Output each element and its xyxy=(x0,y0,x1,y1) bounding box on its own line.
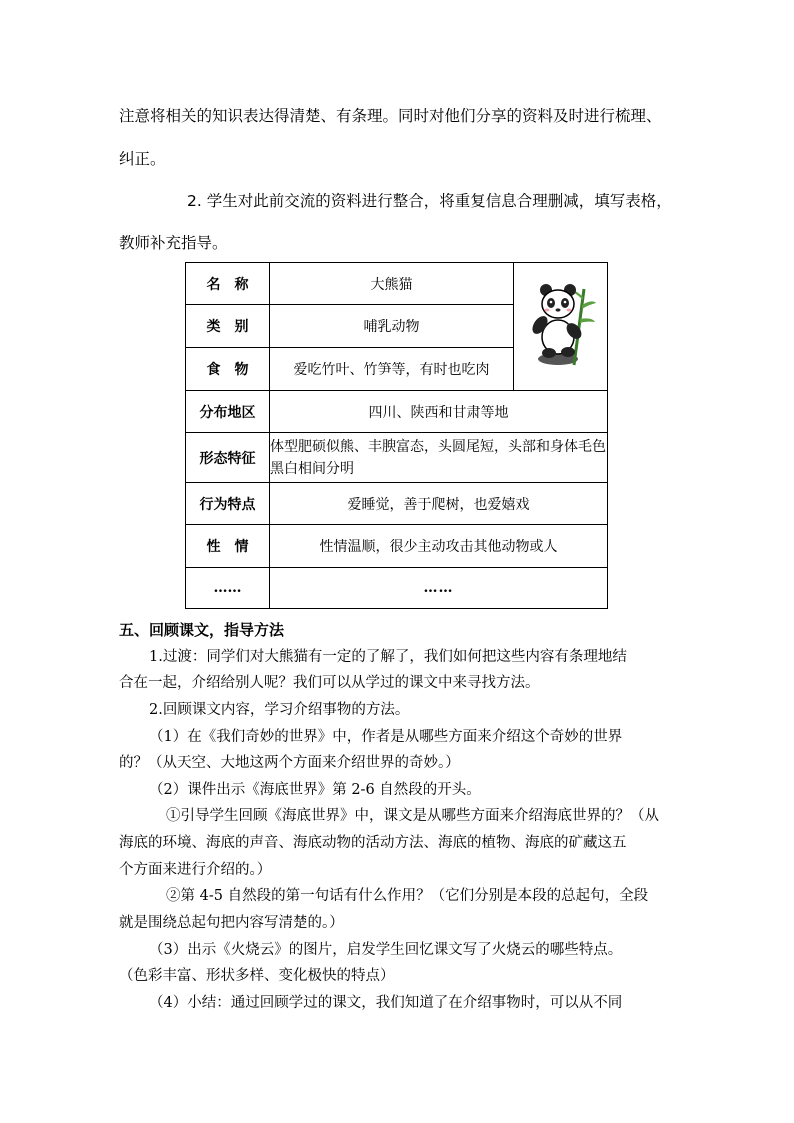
row-label: 行为特点 xyxy=(186,483,270,525)
row-value: 四川、陕西和甘肃等地 xyxy=(270,391,608,433)
table-row xyxy=(186,525,608,568)
row-value: 爱睡觉，善于爬树，也爱嬉戏 xyxy=(270,483,608,525)
paragraph-line: （3）出示《火烧云》的图片，启发学生回忆课文写了火烧云的哪些特点。 xyxy=(149,942,623,958)
table-row xyxy=(186,433,608,483)
row-value: 爱吃竹叶、竹笋等，有时也吃肉 xyxy=(270,348,514,391)
table-row xyxy=(186,483,608,525)
paragraph-line: （4）小结：通过回顾学过的课文，我们知道了在介绍事物时，可以从不同 xyxy=(149,995,623,1011)
row-label: 性 情 xyxy=(186,525,270,568)
paragraph-line: 注意将相关的知识表达得清楚、有条理。同时对他们分享的资料及时进行梳理、 xyxy=(119,107,662,125)
paragraph-line: 2. 学生对此前交流的资料进行整合，将重复信息合理删减，填写表格， xyxy=(187,192,672,210)
paragraph-line: ①引导学生回顾《海底世界》中，课文是从哪些方面来介绍海底世界的？（从 xyxy=(166,808,659,824)
row-value: 哺乳动物 xyxy=(270,305,514,348)
paragraph-line: 教师补充指导。 xyxy=(119,234,228,252)
paragraph-line: 合在一起，介绍给别人呢？我们可以从学过的课文中来寻找方法。 xyxy=(119,675,540,691)
table-row xyxy=(186,391,608,433)
row-label: 食 物 xyxy=(186,348,270,391)
paragraph-line: 就是围绕总起句把内容写清楚的。） xyxy=(119,915,344,931)
panda-icon xyxy=(522,279,600,371)
row-value: 体型肥硕似熊、丰腴富态，头圆尾短，头部和身体毛色黑白相间分明 xyxy=(270,433,608,483)
paragraph-line: 个方面来进行介绍的。） xyxy=(119,862,272,878)
paragraph-line: 纠正。 xyxy=(119,150,166,168)
row-label: 分布地区 xyxy=(186,391,270,433)
paragraph-line: 1.过渡：同学们对大熊猫有一定的了解了，我们如何把这些内容有条理地结 xyxy=(149,649,627,665)
row-label: 名 称 xyxy=(186,263,270,305)
row-label: …… xyxy=(186,568,270,609)
row-label: 形态特征 xyxy=(186,433,270,483)
paragraph-line: ②第 4-5 自然段的第一句话有什么作用？（它们分别是本段的总起句，全段 xyxy=(166,888,649,904)
paragraph-line: 的？（从天空、大地这两个方面来介绍世界的奇妙。） xyxy=(119,755,460,771)
panda-image-cell xyxy=(514,263,608,391)
row-value: …… xyxy=(270,568,608,609)
paragraph-line: （2）课件出示《海底世界》第 2-6 自然段的开头。 xyxy=(149,782,481,798)
section-heading: 五、回顾课文，指导方法 xyxy=(119,621,285,639)
paragraph-line: 2.回顾课文内容，学习介绍事物的方法。 xyxy=(149,702,410,718)
row-label: 类 别 xyxy=(186,305,270,348)
panda-info-table xyxy=(185,262,608,609)
paragraph-line: （1）在《我们奇妙的世界》中，作者是从哪些方面来介绍这个奇妙的世界 xyxy=(149,729,623,745)
row-value: 大熊猫 xyxy=(270,263,514,305)
table-row xyxy=(186,568,608,609)
paragraph-line: 海底的环境、海底的声音、海底动物的活动方法、海底的植物、海底的矿藏这五 xyxy=(119,835,627,851)
paragraph-line: （色彩丰富、形状多样、变化极快的特点） xyxy=(119,968,395,984)
table-row xyxy=(186,263,608,305)
row-value: 性情温顺，很少主动攻击其他动物或人 xyxy=(270,525,608,568)
